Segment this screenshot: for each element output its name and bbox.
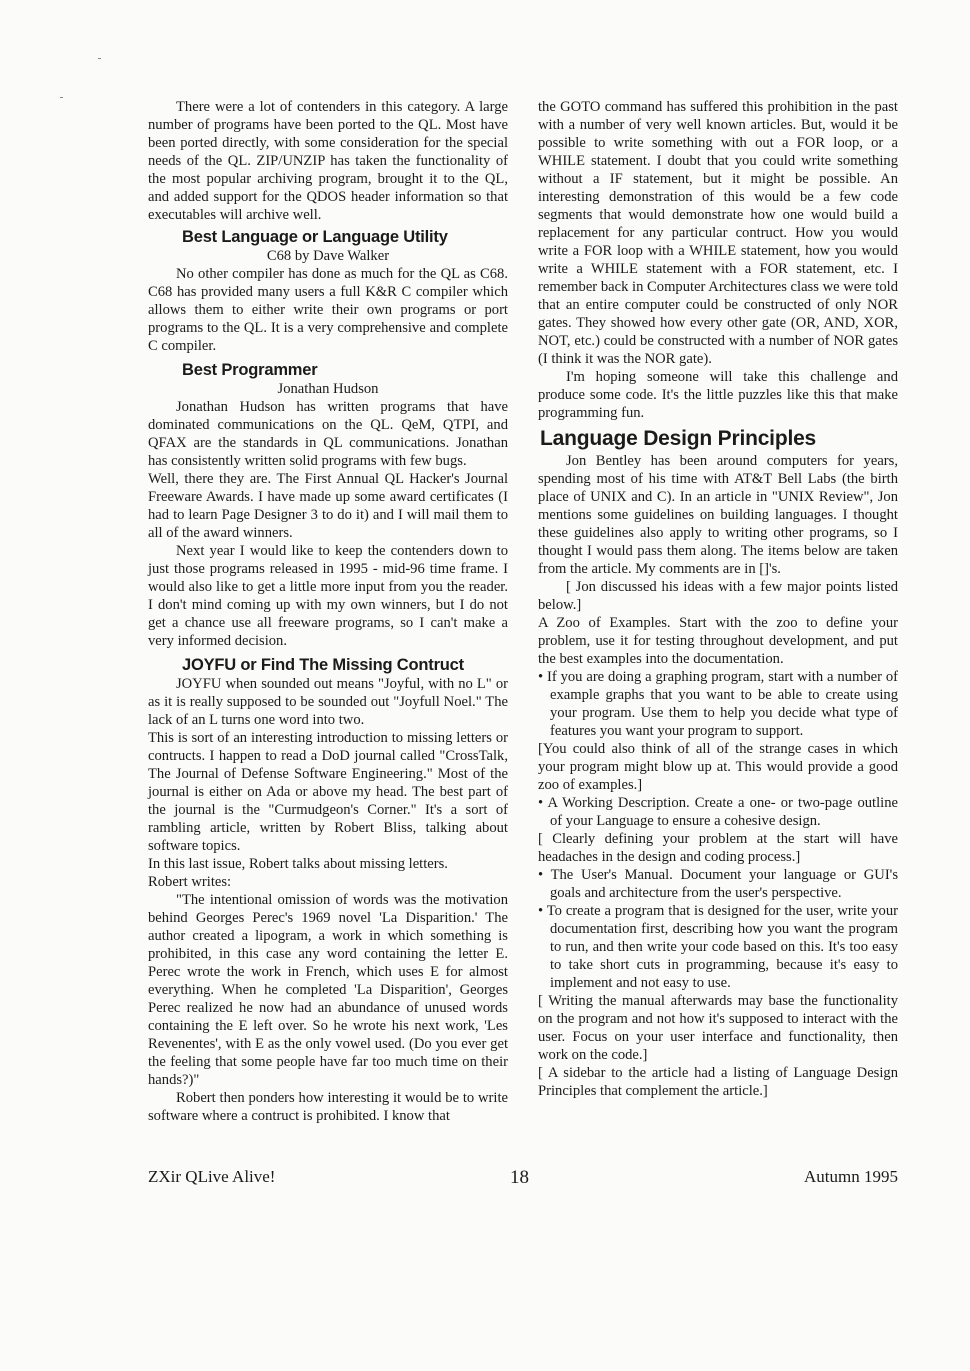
missing-letters-paragraph: This is sort of an interesting introduction to missing letters or contructs. I happen to read a DoD journal called "CrossTalk, The Journal of Defense Software Engineering." Most of the journal is either on Ada or above my head. The best part of the journal is the "Curmudgeon's Corner." It's a sort of rambling article, written by Robert Bliss, talking about software topics.: [148, 730, 508, 854]
heading-language-design: Language Design Principles: [540, 427, 817, 450]
programmer-winner: Jonathan Hudson: [277, 381, 379, 397]
quote-paragraph: "The intentional omission of words was the motivation behind Georges Perec's 1969 novel 'La Disparition.' The author created a lipogram, a work in which something is prohibited, in this case any word containing the letter E. Perec wrote the work in French, which uses E for almost everything. When he completed 'La Disparition', Georges Perec realized he now had an abundance of unused words containing the E left over. So he wrote his next work, 'Les Revenentes', with E as the only vowel used. (Do you ever get the feeling that some people have far too much time on their hands?)": [148, 892, 508, 1088]
strange-cases-paragraph: [You could also think of all of the strange cases in which your program might blow up at. This would provide a good zoo of examples.]: [538, 741, 898, 793]
intro-paragraph: There were a lot of contenders in this category. A large number of programs have been ported to the QL. Most have been ported directly, with some consideration for the special needs of the QL. ZIP/UNZIP has taken the functionality of the most popular archiving program, brought it to the QL, and added support for the QDOS header information so that executables will archive well.: [148, 99, 508, 223]
scan-speck: [98, 58, 101, 59]
robert-writes: Robert writes:: [148, 874, 232, 890]
discussed-paragraph: [ Jon discussed his ideas with a few major points listed below.]: [538, 579, 898, 613]
writing-manual-paragraph: [ Writing the manual afterwards may base the functionality on the program and not how it's supposed to interact with the user. Focus on your user interface and functionality, then work on the code.]: [538, 993, 898, 1063]
heading-joyfu: JOYFU or Find The Missing Contruct: [182, 656, 464, 674]
next-year-paragraph: Next year I would like to keep the contenders down to just those programs released in 1995 - mid-96 time frame. I would also like to get a little more input from you the reader. I don't mind coming up with my own winners, but I do not get a chance use all freeware programs, so I can't make a very informed decision.: [148, 543, 508, 649]
sidebar-paragraph: [ A sidebar to the article had a listing of Language Design Principles that complement the article.]: [538, 1065, 898, 1099]
left-column: [148, 98, 508, 1125]
right-column: [538, 98, 898, 1100]
programmer-paragraph: Jonathan Hudson has written programs that have dominated communications on the QL. QeM, QTPI, and QFAX are the standards in QL communications. Jonathan has consistently written solid programs with few bugs.: [148, 399, 508, 469]
clearly-paragraph: [ Clearly defining your problem at the start will have headaches in the design and coding process.]: [538, 831, 898, 865]
challenge-paragraph: I'm hoping someone will take this challenge and produce some code. It's the little puzzles like this that make programming fun.: [538, 369, 898, 421]
bullet-working-description: • A Working Description. Create a one- or two-page outline of your Language to ensure a cohesive design.: [538, 795, 898, 829]
footer-issue: Autumn 1995: [804, 1167, 898, 1186]
heading-best-language: Best Language or Language Utility: [182, 228, 448, 246]
bullet-users-manual: • The User's Manual. Document your language or GUI's goals and architecture from the user's perspective.: [538, 867, 898, 901]
ponders-paragraph: Robert then ponders how interesting it would be to write software where a contruct is prohibited. I know that: [148, 1090, 508, 1124]
footer-publication: ZXir QLive Alive!: [148, 1167, 276, 1186]
bullet-graphing: • If you are doing a graphing program, start with a number of example graphs that you want to be able to create using your program. Use them to help you decide what type of features you want your program to support.: [538, 669, 898, 739]
language-winner: C68 by Dave Walker: [266, 248, 390, 264]
joyfu-paragraph: JOYFU when sounded out means "Joyful, with no L" or as it is really supposed to be sounded out "Joyfull Noel." The lack of an L turns one word into two.: [148, 676, 508, 728]
scan-speck: [60, 97, 63, 98]
footer-page-number: 18: [510, 1167, 529, 1188]
bullet-create-program: • To create a program that is designed for the user, write your documentation first, describing how you want the program to run, and then write your code based on this. It's too easy to take short cuts in programming, because it's easy to implement and not easy to use.: [538, 903, 898, 991]
last-issue-paragraph: In this last issue, Robert talks about missing letters.: [148, 856, 448, 872]
page-footer: [148, 1167, 898, 1189]
awards-paragraph: Well, there they are. The First Annual QL Hacker's Journal Freeware Awards. I have made up some award certificates (I had to learn Page Designer 3 to do it) and I will mail them to all of the award winners.: [148, 471, 508, 541]
heading-best-programmer: Best Programmer: [182, 361, 318, 379]
zoo-paragraph: A Zoo of Examples. Start with the zoo to define your problem, use it for testing throughout development, and put the best examples into the documentation.: [538, 615, 898, 667]
goto-paragraph: the GOTO command has suffered this prohibition in the past with a number of very well known articles. But, would it be possible to write something with out a FOR loop, or a WHILE statement. I doubt that you could write something without a IF statement, but it might be possible. An interesting demonstration of this would be a few code segments that would demonstrate how one would build a replacement for any particular contruct. How you would write a FOR loop with a WHILE statement, how you would write a WHILE statement with a FOR statement, etc. I remember back in Computer Architectures class we were told that an entire computer could be constructed of only NOR gates. They showed how every other gate (OR, AND, XOR, NOT, etc.) could be constructed with a number of NOR gates (I think it was the NOR gate).: [538, 99, 898, 367]
language-paragraph: No other compiler has done as much for the QL as C68. C68 has provided many users a full K&R C compiler which allows them to either write their own programs or port programs to the QL. It is a very comprehensive and complete C compiler.: [148, 266, 508, 354]
bentley-paragraph: Jon Bentley has been around computers for years, spending most of his time with AT&T Bell Labs (the birth place of UNIX and C). In an article in "UNIX Review", Jon mentions some guidelines on building languages. I thought these guidelines also apply to writing other programs, so I thought I would pass them along. The items below are taken from the article. My comments are in []'s.: [538, 453, 898, 577]
